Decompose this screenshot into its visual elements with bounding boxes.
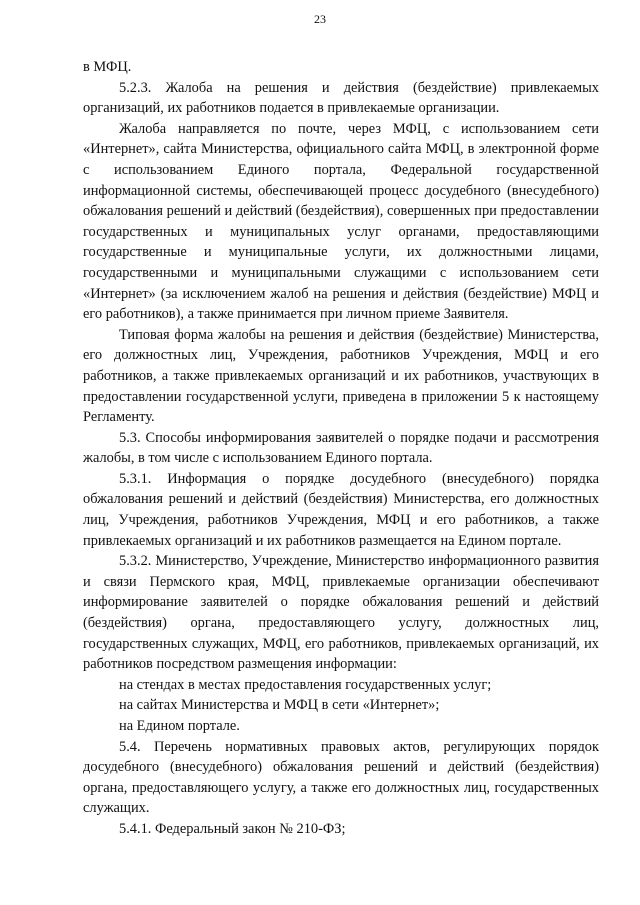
list-item-websites: на сайтах Министерства и МФЦ в сети «Интернет»; [119,697,440,714]
document-body [83,57,599,840]
page-number: 23 [314,12,326,26]
paragraph-5-4-1: 5.4.1. Федеральный закон № 210-ФЗ; [119,820,346,837]
paragraph-standard-form: Типовая форма жалобы на решения и действия (бездействие) Министерства, его должностных лиц, Учреждения, работников Учреждения, МФЦ и его работников, а также привлекаемых организаций и их работников, участвующих в предоставлении государственной услуги, приведена в приложении 5 к настоящему Регламенту. [83,326,599,426]
list-item-stands: на стендах в местах предоставления государственных услуг; [119,676,492,693]
paragraph-complaint-channels: Жалоба направляется по почте, через МФЦ, с использованием сети «Интернет», сайта Министерства, официального сайта МФЦ, в электронной форме с использованием Единого портала, Федеральной государственной информационной системы, обеспечивающей процесс досудебного (внесудебного) обжалования решений и действий (бездействия), совершенных при предоставлении государственных и муниципальных услуг органами, предоставляющими государственные и муниципальные услуги, их должностными лицами, государственными и муниципальными служащими с использованием сети «Интернет» (за исключением жалоб на решения и действия (бездействие) МФЦ и его работников), а также принимается при личном приеме Заявителя. [83,120,599,323]
paragraph-5-3-2: 5.3.2. Министерство, Учреждение, Министерство информационного развития и связи Пермского края, МФЦ, привлекаемые организации обеспечивают информирование заявителей о порядке обжалования решений и действий (бездействия) органа, предоставляющего услугу, должностных лиц, государственных служащих, МФЦ, его работников, привлекаемых организаций, их работников посредством размещения информации: [83,553,599,673]
paragraph-5-3: 5.3. Способы информирования заявителей о порядке подачи и рассмотрения жалобы, в том числе с использованием Единого портала. [83,429,599,467]
paragraph-5-2-3: 5.2.3. Жалоба на решения и действия (бездействие) привлекаемых организаций, их работников подается в привлекаемые организации. [83,79,599,117]
paragraph-5-4: 5.4. Перечень нормативных правовых актов, регулирующих порядок досудебного (внесудебного) обжалования решений и действий (бездействия) органа, предоставляющего услугу, а также его должностных лиц, государственных служащих. [83,738,599,817]
paragraph-5-3-1: 5.3.1. Информация о порядке досудебного (внесудебного) порядка обжалования решений и действий (бездействия) Министерства, его должностных лиц, Учреждения, работников Учреждения, МФЦ и его работников, а также привлекаемых организаций и их работников размещается на Едином портале. [83,470,599,549]
list-item-portal: на Едином портале. [119,718,240,734]
paragraph-continuation: в МФЦ. [83,59,132,75]
